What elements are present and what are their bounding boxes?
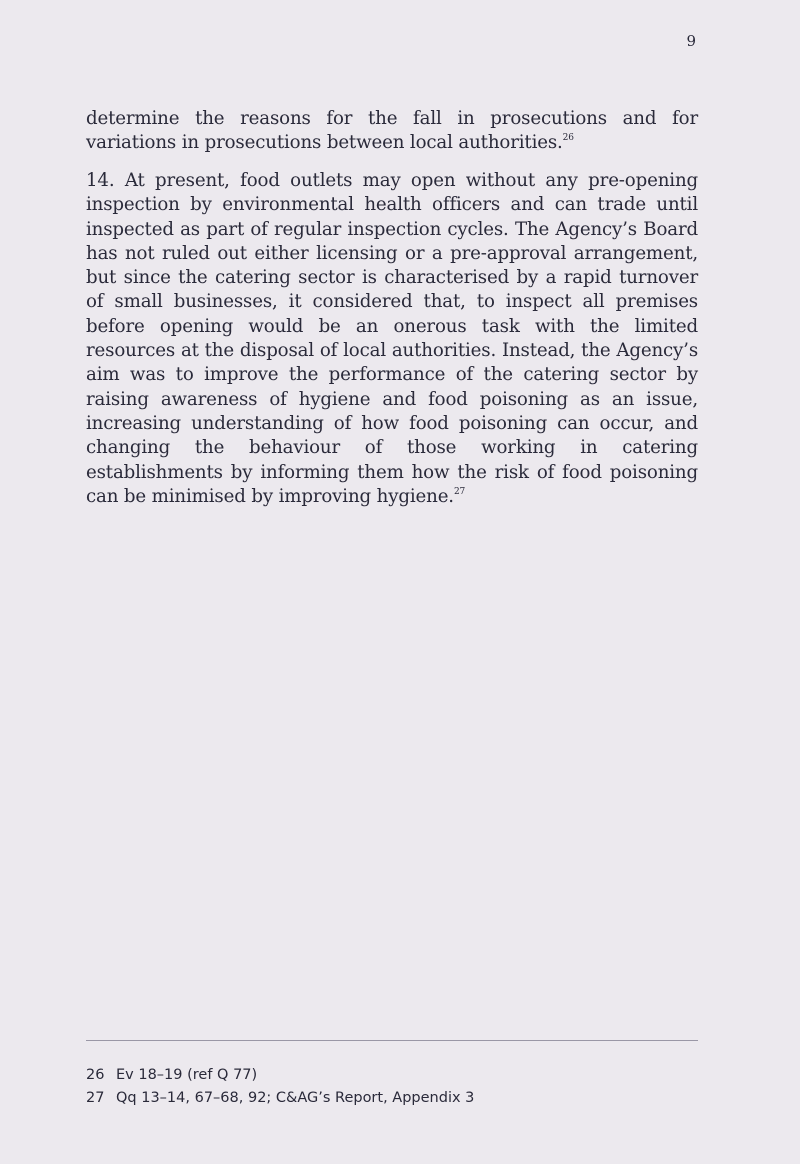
footnote-27 — [86, 1089, 474, 1107]
footnote-reference[interactable]: 27 — [453, 486, 466, 497]
paragraph-text: determine the reasons for the fall in prosecutions and for variations in prosecutions between local authorities. — [86, 108, 698, 154]
paragraph-text: 14. At present, food outlets may open without any pre-opening inspection by environmental health officers and can trade until inspected as part of regular inspection cycles. The Agency’s Board has not ruled out either licensing or a pre-approval arrangement, but since the catering sector is characterised by a rapid turnover of small businesses, it considered that, to inspect all premises before opening would be an onerous task with the limited resources at the disposal of local authorities. Instead, the Agency’s aim was to improve the performance of the catering sector by raising awareness of hygiene and food poisoning as an issue, increasing understanding of how food poisoning can occur, and changing the behaviour of those working in catering establishments by informing them how the risk of food poisoning can be minimised by improving hygiene. — [86, 170, 698, 507]
paragraph-14 — [86, 169, 698, 509]
paragraph-continuation — [86, 107, 698, 156]
page-number: 9 — [686, 32, 696, 50]
footnote-divider — [86, 1040, 698, 1041]
footnote-number: 27 — [86, 1090, 105, 1106]
footnote-text: Qq 13–14, 67–68, 92; C&AG’s Report, Appendix 3 — [116, 1090, 475, 1106]
footnote-number: 26 — [86, 1067, 105, 1083]
footnote-text: Ev 18–19 (ref Q 77) — [116, 1067, 258, 1083]
footnote-reference[interactable]: 26 — [562, 133, 574, 144]
footnote-26 — [86, 1066, 257, 1084]
